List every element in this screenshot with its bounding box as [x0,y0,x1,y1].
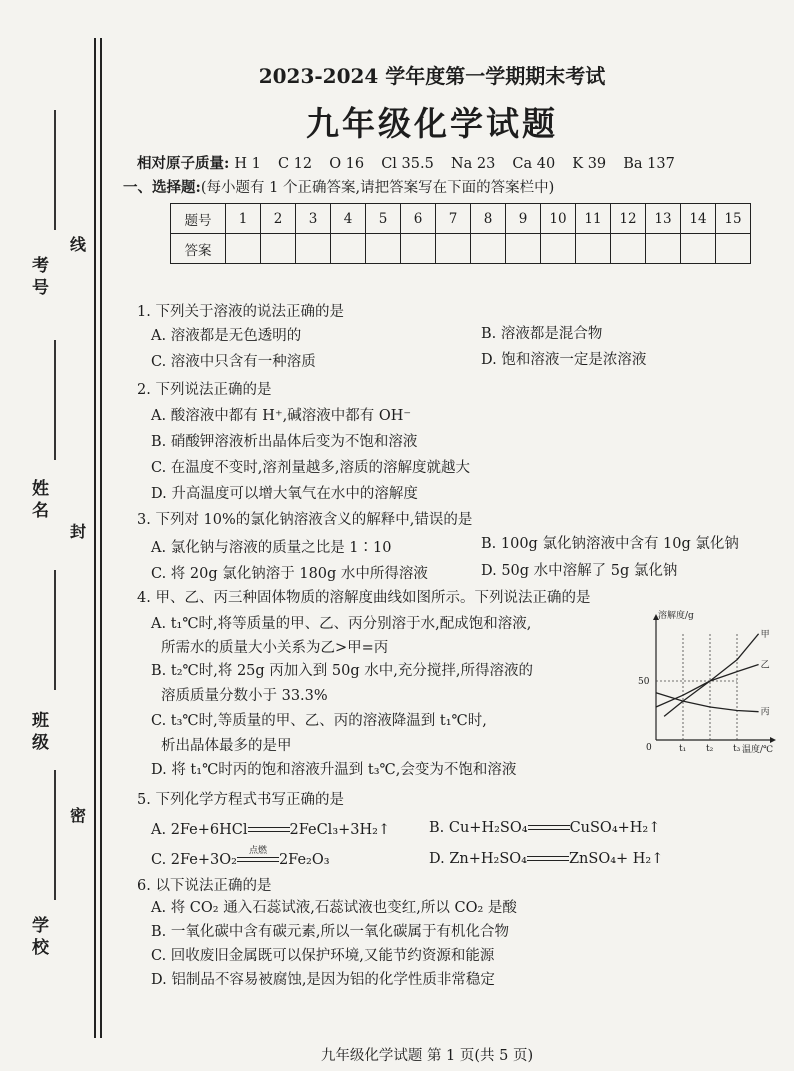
q5-d-reactants: D. Zn+H₂SO₄ [429,851,527,867]
solubility-chart [634,608,784,756]
question-number-cell: 8 [471,204,506,234]
section-heading [123,176,554,197]
q2-stem: 2. 下列说法正确的是 [137,382,272,398]
q1-option-d: D. 饱和溶液一定是浓溶液 [481,352,647,368]
q6-stem: 6. 以下说法正确的是 [137,878,272,894]
exam-title: 2023-2024 学年度第一学期期末考试 [258,64,606,88]
page-footer: 九年级化学试题 第 1 页(共 5 页) [320,1048,534,1064]
atomic-mass-item: C 12 [277,156,313,172]
series-line [656,665,759,708]
x-tick-label: t₁ [679,744,687,754]
name-field[interactable] [54,340,56,460]
question-number-cell: 4 [331,204,366,234]
answer-cell[interactable] [506,234,541,264]
q4-option-b-cont: 溶质质量分数小于 33.3% [161,688,328,704]
question-number-cell: 6 [401,204,436,234]
answer-cell[interactable] [366,234,401,264]
question-number-cell: 12 [611,204,646,234]
answer-cell[interactable] [331,234,366,264]
answer-cell[interactable] [401,234,436,264]
origin-label: 0 [646,743,652,753]
section-title: 一、选择题: [123,179,201,196]
series-line [664,634,759,717]
q2-option-d: D. 升高温度可以增大氧气在水中的溶解度 [151,486,418,502]
q3-option-d: D. 50g 水中溶解了 5g 氯化钠 [481,563,678,579]
answer-table-number-row [171,204,751,234]
q5-b-reactants: B. Cu+H₂SO₄ [429,820,528,836]
answer-cell[interactable] [541,234,576,264]
section-note: (每小题有 1 个正确答案,请把答案写在下面的答案栏中) [200,180,555,196]
q1-stem: 1. 下列关于溶液的说法正确的是 [137,304,344,320]
answer-cell[interactable] [576,234,611,264]
q5-c-products: 2Fe₂O₃ [278,852,330,868]
school-label: 学校 [32,916,49,958]
series-label: 丙 [760,707,770,718]
answer-cell[interactable] [716,234,751,264]
question-number-cell: 9 [506,204,541,234]
answer-cell[interactable] [226,234,261,264]
q4-stem: 4. 甲、乙、丙三种固体物质的溶解度曲线如图所示。下列说法正确的是 [137,590,591,606]
answer-cell[interactable] [261,234,296,264]
equals-sign [528,822,570,834]
binding-line-outer [94,38,96,1038]
atomic-mass-item: Ba 137 [623,156,675,172]
question-number-cell: 11 [576,204,611,234]
answer-table [170,203,751,264]
q5-option-b [429,818,660,838]
name-label: 姓名 [32,479,49,521]
question-number-cell: 10 [541,204,576,234]
answer-cell[interactable] [611,234,646,264]
answer-table-answer-row [171,234,751,264]
q6-option-c: C. 回收废旧金属既可以保护环境,又能节约资源和能源 [151,948,495,964]
answer-cell[interactable] [436,234,471,264]
question-number-cell: 14 [681,204,716,234]
q3-stem: 3. 下列对 10%的氯化钠溶液含义的解释中,错误的是 [137,512,473,528]
x-axis-label: 温度/℃ [742,745,774,755]
q2-option-b: B. 硝酸钾溶液析出晶体后变为不饱和溶液 [151,434,418,450]
reaction-condition: 点燃 [248,846,267,856]
answer-row-label: 答案 [171,234,226,264]
atomic-mass-item: Ca 40 [512,156,556,172]
equals-sign [248,824,290,836]
atomic-mass-item: Na 23 [450,156,496,172]
answer-cell[interactable] [471,234,506,264]
q5-d-products: ZnSO₄+ H₂↑ [568,851,664,867]
y-axis-label: 溶解度/g [658,611,694,621]
q5-option-c [151,846,330,870]
atomic-mass-item: H 1 [234,156,261,172]
series-label: 乙 [760,660,770,671]
q2-option-a: A. 酸溶液中都有 H⁺,碱溶液中都有 OH⁻ [151,408,412,424]
question-number-cell: 1 [226,204,261,234]
x-tick-label: t₃ [733,744,741,754]
q5-option-a [151,820,390,840]
answer-cell[interactable] [646,234,681,264]
q6-option-d: D. 铝制品不容易被腐蚀,是因为铝的化学性质非常稳定 [151,972,495,988]
x-tick-label: t₂ [706,744,714,754]
q5-b-products: CuSO₄+H₂↑ [569,820,661,836]
q3-option-a: A. 氯化钠与溶液的质量之比是 1∶10 [151,540,392,556]
q6-option-b: B. 一氧化碳中含有碳元素,所以一氧化碳属于有机化合物 [151,924,509,940]
series-label: 甲 [760,629,770,640]
q5-a-products: 2FeCl₃+3H₂↑ [289,822,391,838]
seal-line-mark: 线 [70,235,87,254]
q5-stem: 5. 下列化学方程式书写正确的是 [137,792,344,808]
question-number-cell: 15 [716,204,751,234]
answer-cell[interactable] [296,234,331,264]
equals-sign [527,853,569,865]
paper-title: 九年级化学试题 [306,104,558,143]
q5-option-d [429,849,663,869]
q2-option-c: C. 在温度不变时,溶剂量越多,溶质的溶解度就越大 [151,460,471,476]
q3-option-c: C. 将 20g 氯化钠溶于 180g 水中所得溶液 [151,566,428,582]
seal-seal-mark: 封 [70,522,87,541]
answer-cell[interactable] [681,234,716,264]
question-number-cell: 13 [646,204,681,234]
q6-option-a: A. 将 CO₂ 通入石蕊试液,石蕊试液也变红,所以 CO₂ 是酸 [151,900,517,916]
q4-option-a-cont: 所需水的质量大小关系为乙>甲=丙 [161,640,389,656]
atomic-mass-item: K 39 [572,156,607,172]
series-line [656,693,759,712]
class-field[interactable] [54,570,56,690]
atomic-mass-item: O 16 [329,156,365,172]
atomic-masses [137,152,687,173]
q4-option-b: B. t₂℃时,将 25g 丙加入到 50g 水中,充分搅拌,所得溶液的 [151,663,533,679]
q4-option-c: C. t₃℃时,等质量的甲、乙、丙的溶液降温到 t₁℃时, [151,713,487,729]
atomic-mass-label: 相对原子质量: [137,155,230,172]
q4-option-c-cont: 析出晶体最多的是甲 [161,738,292,754]
atomic-mass-item: Cl 35.5 [381,156,434,172]
exam-number-label: 考号 [32,256,49,298]
equals-sign [237,846,279,866]
number-row-label: 题号 [171,204,226,234]
question-number-cell: 3 [296,204,331,234]
question-number-cell: 2 [261,204,296,234]
q4-option-a: A. t₁℃时,将等质量的甲、乙、丙分别溶于水,配成饱和溶液, [151,616,532,632]
q1-option-c: C. 溶液中只含有一种溶质 [151,354,316,370]
q1-option-a: A. 溶液都是无色透明的 [151,328,302,344]
q3-option-b: B. 100g 氯化钠溶液中含有 10g 氯化钠 [481,536,739,552]
q4-option-d: D. 将 t₁℃时丙的饱和溶液升温到 t₃℃,会变为不饱和溶液 [151,762,517,778]
q5-a-reactants: A. 2Fe+6HCl [151,822,248,838]
x-axis-arrow [770,737,776,743]
q5-c-reactants: C. 2Fe+3O₂ [151,852,237,868]
y-tick-label: 50 [638,677,650,687]
question-number-cell: 7 [436,204,471,234]
class-label: 班级 [32,711,49,753]
question-number-cell: 5 [366,204,401,234]
seal-tight-mark: 密 [70,806,87,825]
q1-option-b: B. 溶液都是混合物 [481,326,603,342]
school-field[interactable] [54,770,56,900]
binding-line-inner [100,38,102,1038]
